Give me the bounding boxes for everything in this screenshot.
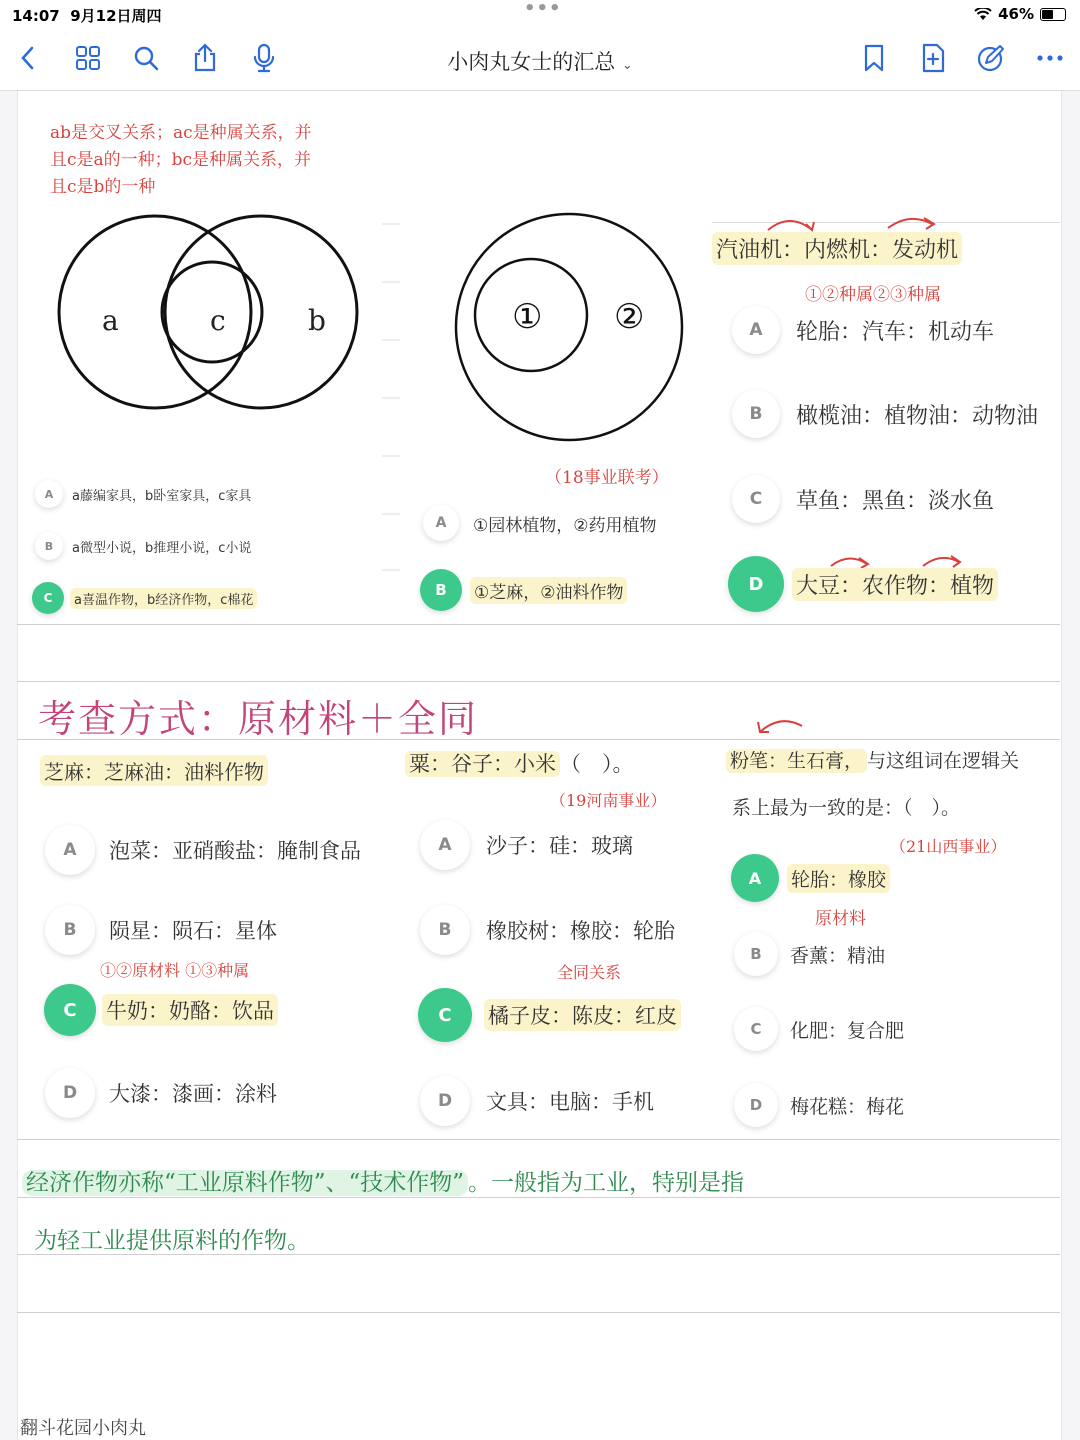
option-b-selected[interactable]: B ①芝麻，②油料作物 xyxy=(420,569,627,611)
option-d[interactable]: D 梅花糕：梅花 xyxy=(734,1083,904,1127)
status-bar xyxy=(0,0,1080,28)
handwritten-note-line1: 经济作物亦称“工业原料作物”、“技术作物” 。一般指为工业，特别是指 xyxy=(22,1164,744,1197)
more-icon[interactable] xyxy=(1034,42,1066,74)
edit-pen-icon[interactable] xyxy=(975,42,1007,74)
multitasking-dots[interactable]: ••• xyxy=(524,0,562,19)
handwritten-annotation: 全同关系 xyxy=(557,963,622,982)
chevron-down-icon: ⌄ xyxy=(621,58,633,73)
handwritten-annotation: ①②种属②③种属 xyxy=(805,285,941,305)
watermark: 翻斗花园小肉丸 xyxy=(20,1418,146,1439)
source-tag: （18事业联考） xyxy=(545,468,669,488)
venn-label-c: c xyxy=(210,304,226,337)
option-a[interactable]: A 轮胎：汽车：机动车 xyxy=(732,306,994,354)
separator-ticks xyxy=(380,220,402,580)
document-title[interactable]: 小肉丸女士的汇总 ⌄ xyxy=(447,50,633,74)
nested-circles-diagram xyxy=(452,210,687,445)
battery-icon xyxy=(1040,8,1066,21)
question-text: 汽油机：内燃机：发动机 xyxy=(712,232,962,265)
question-text: 芝麻：芝麻油：油料作物 xyxy=(40,755,268,786)
option-c-selected[interactable]: C a喜温作物，b经济作物，c棉花 xyxy=(32,582,257,614)
option-d[interactable]: D 文具：电脑：手机 xyxy=(420,1076,654,1126)
add-page-icon[interactable] xyxy=(917,42,949,74)
option-c[interactable]: C 化肥：复合肥 xyxy=(734,1007,904,1051)
option-a-selected[interactable]: A 轮胎：橡胶 xyxy=(731,854,890,902)
battery-percent: 46% xyxy=(998,5,1034,23)
toolbar xyxy=(0,28,1080,91)
question-text-line2: 系上最为一致的是：（ ）。 xyxy=(732,797,961,819)
option-d[interactable]: D 大漆：漆画：涂料 xyxy=(45,1068,277,1118)
question-text: 粉笔：生石膏， 与这组词在逻辑关 xyxy=(726,746,1019,773)
wifi-icon xyxy=(974,8,992,21)
option-c-selected[interactable]: C 牛奶：奶酪：饮品 xyxy=(44,984,278,1036)
source-tag: （21山西事业） xyxy=(890,837,1007,856)
handwritten-annotation: ①②原材料 ①③种属 xyxy=(100,961,250,980)
option-d-selected[interactable]: D 大豆：农作物：植物 xyxy=(728,556,998,612)
handwritten-note: ab是交叉关系；ac是种属关系，并 且c是a的一种；bc是种属关系，并 且c是b的一种 xyxy=(50,123,312,197)
option-a[interactable]: A 沙子：硅：玻璃 xyxy=(420,820,633,870)
option-b[interactable]: B 橄榄油：植物油：动物油 xyxy=(732,390,1038,438)
option-b[interactable]: B 陨星：陨石：星体 xyxy=(45,905,277,955)
option-a[interactable]: A ①园林植物，②药用植物 xyxy=(423,505,656,541)
option-a[interactable]: A a藤编家具，b卧室家具，c家具 xyxy=(35,480,251,508)
status-time: 14:07 9月12日周四 xyxy=(12,7,162,25)
option-c[interactable]: C 草鱼：黑鱼：淡水鱼 xyxy=(732,475,994,523)
option-b[interactable]: B a微型小说，b推理小说，c小说 xyxy=(35,532,251,560)
handwritten-note-line2: 为轻工业提供原料的作物。 xyxy=(34,1228,310,1254)
venn-diagram xyxy=(50,195,380,430)
bookmark-icon[interactable] xyxy=(858,42,890,74)
venn-label-b: b xyxy=(308,304,326,337)
circle-label-1: ① xyxy=(512,297,543,337)
circle-label-2: ② xyxy=(614,297,645,337)
question-text: 粟：谷子：小米 （ ）。 xyxy=(405,748,634,778)
arrow-annotation xyxy=(752,712,808,742)
source-tag: （19河南事业） xyxy=(550,791,667,810)
option-a[interactable]: A 泡菜：亚硝酸盐：腌制食品 xyxy=(45,825,361,875)
option-b[interactable]: B 香薰：精油 xyxy=(734,932,885,976)
option-b[interactable]: B 橡胶树：橡胶：轮胎 xyxy=(420,905,675,955)
handwritten-heading: 考查方式：原材料＋全同 xyxy=(38,697,479,741)
option-c-selected[interactable]: C 橘子皮：陈皮：红皮 xyxy=(418,988,681,1042)
handwritten-annotation: 原材料 xyxy=(815,909,866,929)
venn-label-a: a xyxy=(102,304,119,337)
